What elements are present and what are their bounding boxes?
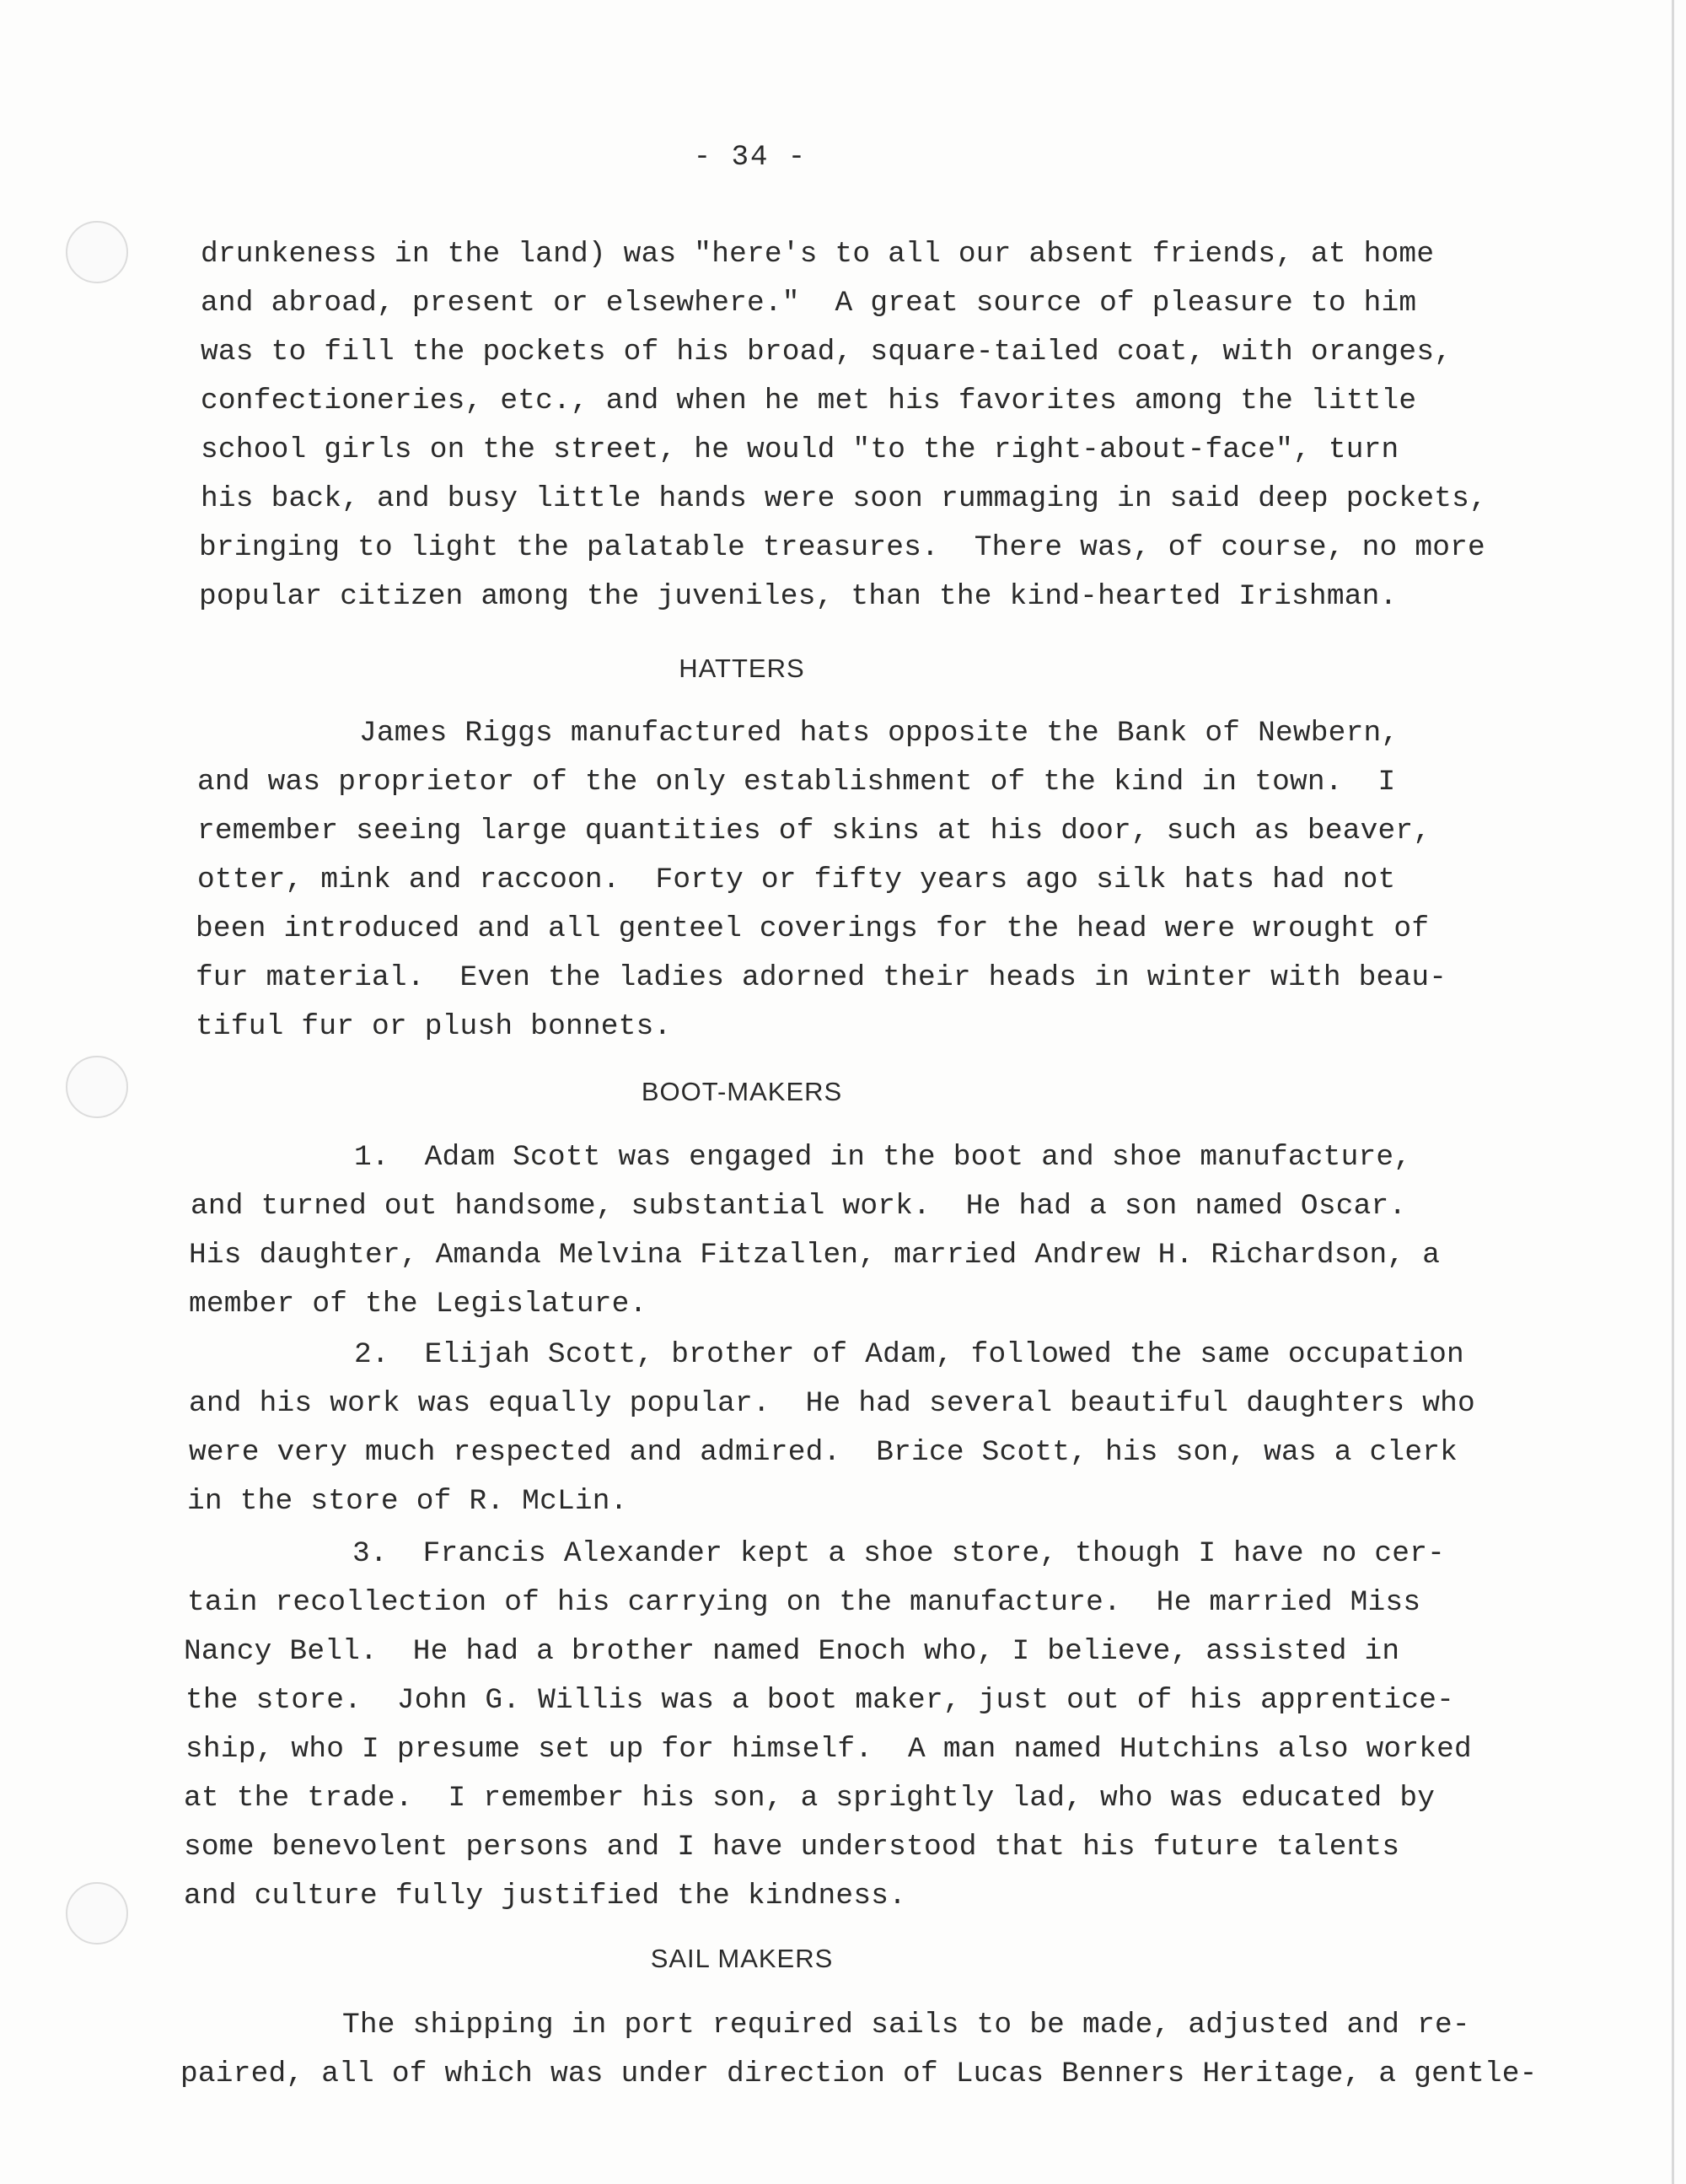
text-line: some benevolent persons and I have understood that his future talents [184, 1831, 1400, 1864]
text-line: fur material. Even the ladies adorned their heads in winter with beau- [196, 961, 1447, 994]
punch-hole-top [66, 221, 128, 283]
text-line: the store. John G. Willis was a boot maker, just out of his apprentice- [185, 1684, 1455, 1717]
text-line: was to fill the pockets of his broad, square-tailed coat, with oranges, [201, 336, 1452, 368]
text-line: member of the Legislature. [189, 1288, 647, 1321]
text-line: and was proprietor of the only establishment of the kind in town. I [197, 766, 1396, 799]
text-line: tain recollection of his carrying on the manufacture. He married Miss [187, 1586, 1421, 1619]
text-line: ship, who I presume set up for himself. A man named Hutchins also worked [185, 1733, 1472, 1766]
text-line: his back, and busy little hands were soon rummaging in said deep pockets, [201, 482, 1487, 515]
text-line: at the trade. I remember his son, a sprightly lad, who was educated by [184, 1782, 1436, 1815]
section-heading-boot-makers: BOOT-MAKERS [641, 1077, 843, 1106]
page-number: - 34 - [693, 142, 808, 174]
text-line: and his work was equally popular. He had several beautiful daughters who [189, 1387, 1475, 1420]
text-line: and culture fully justified the kindness. [184, 1880, 907, 1912]
text-line: school girls on the street, he would "to the right-about-face", turn [201, 433, 1399, 466]
section-heading-hatters: HATTERS [679, 654, 805, 683]
page-edge [1672, 0, 1674, 2184]
text-line: The shipping in port required sails to be made, adjusted and re- [342, 2009, 1470, 2041]
text-line: in the store of R. McLin. [187, 1485, 628, 1518]
text-line: 2. Elijah Scott, brother of Adam, followed the same occupation [354, 1338, 1464, 1371]
text-line: popular citizen among the juveniles, than the kind-hearted Irishman. [199, 580, 1398, 613]
text-line: James Riggs manufactured hats opposite the Bank of Newbern, [359, 717, 1399, 750]
text-line: were very much respected and admired. Brice Scott, his son, was a clerk [189, 1436, 1458, 1469]
text-line: otter, mink and raccoon. Forty or fifty years ago silk hats had not [197, 863, 1396, 896]
punch-hole-bottom [66, 1882, 128, 1945]
text-line: tiful fur or plush bonnets. [196, 1010, 672, 1043]
text-line: bringing to light the palatable treasures. There was, of course, no more [199, 531, 1485, 564]
text-line: confectioneries, etc., and when he met his favorites among the little [201, 385, 1417, 417]
text-line: remember seeing large quantities of skins at his door, such as beaver, [197, 815, 1431, 847]
text-line: His daughter, Amanda Melvina Fitzallen, married Andrew H. Richardson, a [189, 1239, 1441, 1272]
section-heading-sail-makers: SAIL MAKERS [650, 1944, 834, 1973]
text-line: 1. Adam Scott was engaged in the boot and shoe manufacture, [354, 1141, 1412, 1174]
text-line: been introduced and all genteel coverings for the head were wrought of [196, 912, 1430, 945]
text-line: 3. Francis Alexander kept a shoe store, though I have no cer- [352, 1537, 1446, 1570]
text-line: and turned out handsome, substantial work. He had a son named Oscar. [191, 1190, 1407, 1223]
text-line: Nancy Bell. He had a brother named Enoch who, I believe, assisted in [184, 1635, 1400, 1668]
text-line: paired, all of which was under direction of Lucas Benners Heritage, a gentle- [180, 2058, 1538, 2090]
text-line: and abroad, present or elsewhere." A great source of pleasure to him [201, 287, 1417, 320]
text-line: drunkeness in the land) was "here's to all our absent friends, at home [201, 238, 1435, 271]
